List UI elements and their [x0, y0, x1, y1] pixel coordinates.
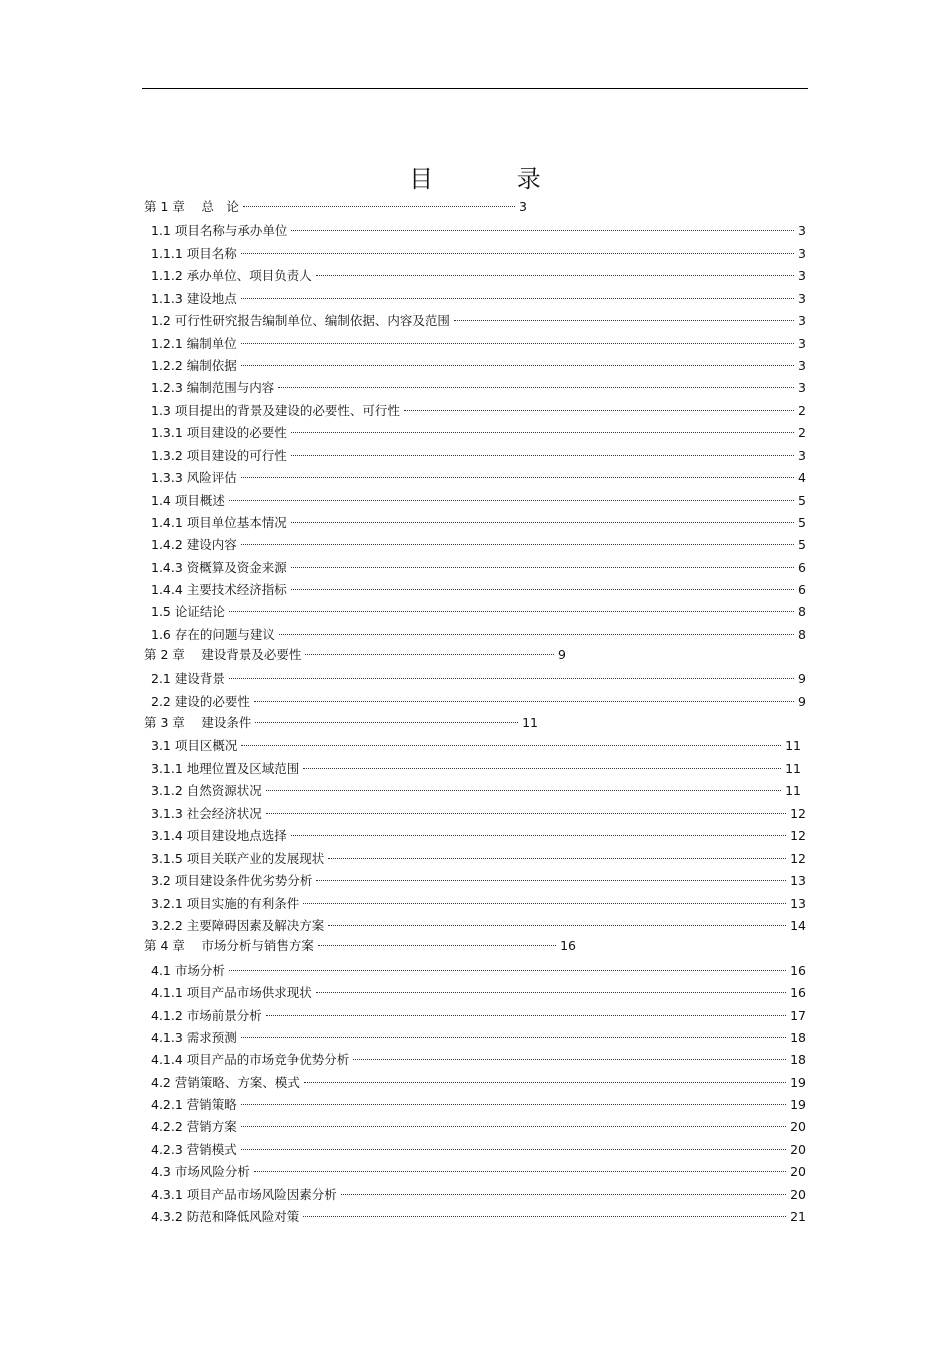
- toc-page-number: 11: [785, 783, 801, 798]
- toc-dot-leader: [279, 621, 794, 639]
- toc-dot-leader: [241, 1024, 786, 1042]
- toc-dot-leader: [241, 240, 794, 258]
- toc-page-number: 2: [798, 403, 806, 418]
- toc-section-entry[interactable]: [151, 531, 806, 552]
- toc-page-number: 8: [798, 627, 806, 642]
- toc-page-number: 5: [798, 515, 806, 530]
- toc-section-entry[interactable]: [151, 487, 806, 508]
- toc-dot-leader: [328, 845, 786, 863]
- page-title: 目 录: [409, 165, 579, 193]
- toc-page-number: 18: [790, 1030, 806, 1045]
- toc-section-entry[interactable]: [151, 800, 806, 821]
- toc-page-number: 3: [798, 268, 806, 283]
- toc-dot-leader: [241, 285, 794, 303]
- toc-page-number: 13: [790, 896, 806, 911]
- toc-dot-leader: [229, 665, 794, 683]
- toc-dot-leader: [278, 374, 794, 392]
- toc-entry-label: 1.3.3 风险评估: [151, 470, 237, 485]
- toc-dot-leader: [266, 1002, 786, 1020]
- toc-page-number: 13: [790, 873, 806, 888]
- toc-entry-label: 第 3 章 建设条件: [144, 715, 252, 730]
- toc-section-entry[interactable]: [151, 374, 806, 395]
- toc-entry-label: 3.2.1 项目实施的有利条件: [151, 896, 300, 911]
- toc-entry-label: 1.1.1 项目名称: [151, 246, 237, 261]
- toc-page-number: 20: [790, 1187, 806, 1202]
- toc-section-entry[interactable]: [151, 1136, 806, 1157]
- toc-page-number: 8: [798, 604, 806, 619]
- toc-page-number: 11: [785, 761, 801, 776]
- toc-dot-leader: [241, 330, 794, 348]
- toc-dot-leader: [241, 732, 781, 750]
- toc-entry-label: 1.2.3 编制范围与内容: [151, 380, 275, 395]
- toc-section-entry[interactable]: [151, 845, 806, 866]
- toc-entry-label: 4.1.2 市场前景分析: [151, 1008, 262, 1023]
- toc-section-entry[interactable]: [151, 419, 806, 440]
- toc-page-number: 6: [798, 582, 806, 597]
- toc-section-entry[interactable]: [151, 240, 806, 261]
- toc-page-number: 5: [798, 493, 806, 508]
- toc-section-entry[interactable]: [151, 598, 806, 619]
- toc-dot-leader: [303, 1203, 786, 1221]
- toc-dot-leader: [291, 442, 794, 460]
- toc-section-entry[interactable]: [151, 576, 806, 597]
- toc-section-entry[interactable]: [151, 732, 801, 753]
- toc-dot-leader: [316, 979, 786, 997]
- toc-section-entry[interactable]: [151, 777, 801, 798]
- toc-entry-label: 1.2.2 编制依据: [151, 358, 237, 373]
- toc-entry-label: 1.4.1 项目单位基本情况: [151, 515, 287, 530]
- toc-dot-leader: [316, 867, 786, 885]
- toc-entry-label: 1.1 项目名称与承办单位: [151, 223, 288, 238]
- toc-chapter-entry[interactable]: [144, 193, 527, 214]
- toc-section-entry[interactable]: [151, 665, 806, 686]
- toc-entry-label: 3.1.1 地理位置及区域范围: [151, 761, 300, 776]
- toc-section-entry[interactable]: [151, 1002, 806, 1023]
- toc-dot-leader: [255, 709, 518, 727]
- toc-page-number: 3: [798, 313, 806, 328]
- toc-section-entry[interactable]: [151, 957, 806, 978]
- toc-page-number: 12: [790, 806, 806, 821]
- toc-dot-leader: [229, 957, 786, 975]
- toc-dot-leader: [241, 352, 794, 370]
- toc-section-entry[interactable]: [151, 330, 806, 351]
- toc-chapter-entry[interactable]: [144, 709, 538, 730]
- toc-entry-label: 4.2 营销策略、方案、模式: [151, 1075, 300, 1090]
- toc-entry-label: 1.4.3 资概算及资金来源: [151, 560, 287, 575]
- toc-entry-label: 3.1 项目区概况: [151, 738, 238, 753]
- toc-dot-leader: [266, 800, 786, 818]
- toc-section-entry[interactable]: [151, 442, 806, 463]
- toc-entry-label: 4.3.1 项目产品市场风险因素分析: [151, 1187, 337, 1202]
- toc-section-entry[interactable]: [151, 1069, 806, 1090]
- toc-section-entry[interactable]: [151, 1091, 806, 1112]
- toc-chapter-entry[interactable]: [144, 932, 576, 953]
- toc-dot-leader: [291, 509, 794, 527]
- toc-dot-leader: [291, 419, 794, 437]
- toc-page-number: 6: [798, 560, 806, 575]
- toc-dot-leader: [254, 688, 794, 706]
- toc-dot-leader: [353, 1046, 786, 1064]
- toc-section-entry[interactable]: [151, 285, 806, 306]
- toc-chapter-entry[interactable]: [144, 641, 566, 662]
- toc-page-number: 11: [785, 738, 801, 753]
- toc-entry-label: 1.4.4 主要技术经济指标: [151, 582, 287, 597]
- toc-dot-leader: [266, 777, 781, 795]
- toc-dot-leader: [241, 1113, 786, 1131]
- toc-entry-label: 3.1.5 项目关联产业的发展现状: [151, 851, 325, 866]
- toc-page-number: 3: [798, 380, 806, 395]
- toc-entry-label: 第 4 章 市场分析与销售方案: [144, 938, 314, 953]
- toc-dot-leader: [291, 576, 794, 594]
- toc-page-number: 3: [798, 291, 806, 306]
- toc-page-number: 9: [798, 671, 806, 686]
- toc-entry-label: 1.2.1 编制单位: [151, 336, 237, 351]
- toc-page-number: 3: [519, 199, 527, 214]
- toc-page-number: 17: [790, 1008, 806, 1023]
- toc-entry-label: 2.1 建设背景: [151, 671, 225, 686]
- toc-section-entry[interactable]: [151, 890, 806, 911]
- toc-entry-label: 1.3.2 项目建设的可行性: [151, 448, 287, 463]
- toc-section-entry[interactable]: [151, 352, 806, 373]
- toc-dot-leader: [291, 822, 786, 840]
- toc-page-number: 9: [558, 647, 566, 662]
- toc-page-number: 19: [790, 1075, 806, 1090]
- toc-dot-leader: [241, 531, 794, 549]
- toc-entry-label: 1.4.2 建设内容: [151, 537, 237, 552]
- toc-page-number: 18: [790, 1052, 806, 1067]
- toc-entry-label: 4.2.3 营销模式: [151, 1142, 237, 1157]
- toc-entry-label: 1.2 可行性研究报告编制单位、编制依据、内容及范围: [151, 313, 450, 328]
- toc-section-entry[interactable]: [151, 912, 806, 933]
- toc-section-entry[interactable]: [151, 1203, 806, 1224]
- toc-dot-leader: [241, 464, 794, 482]
- toc-entry-label: 3.1.4 项目建设地点选择: [151, 828, 287, 843]
- toc-section-entry[interactable]: [151, 509, 806, 530]
- toc-entry-label: 1.3.1 项目建设的必要性: [151, 425, 287, 440]
- toc-entry-label: 1.1.2 承办单位、项目负责人: [151, 268, 312, 283]
- toc-dot-leader: [318, 932, 556, 950]
- toc-page-number: 16: [560, 938, 576, 953]
- toc-entry-label: 1.3 项目提出的背景及建设的必要性、可行性: [151, 403, 400, 418]
- toc-section-entry[interactable]: [151, 755, 801, 776]
- toc-page-number: 2: [798, 425, 806, 440]
- toc-section-entry[interactable]: [151, 1046, 806, 1067]
- toc-dot-leader: [291, 217, 794, 235]
- toc-entry-label: 3.2 项目建设条件优劣势分析: [151, 873, 313, 888]
- toc-dot-leader: [305, 641, 554, 659]
- toc-page-number: 20: [790, 1142, 806, 1157]
- toc-page-number: 20: [790, 1119, 806, 1134]
- toc-section-entry[interactable]: [151, 621, 806, 642]
- toc-entry-label: 4.1.3 需求预测: [151, 1030, 237, 1045]
- toc-dot-leader: [316, 262, 794, 280]
- toc-entry-label: 4.3 市场风险分析: [151, 1164, 250, 1179]
- toc-dot-leader: [243, 193, 515, 211]
- toc-page-number: 4: [798, 470, 806, 485]
- toc-dot-leader: [304, 1069, 786, 1087]
- toc-entry-label: 1.6 存在的问题与建议: [151, 627, 275, 642]
- toc-section-entry[interactable]: [151, 688, 806, 709]
- toc-page-number: 9: [798, 694, 806, 709]
- toc-section-entry[interactable]: [151, 979, 806, 1000]
- toc-section-entry[interactable]: [151, 867, 806, 888]
- toc-entry-label: 第 2 章 建设背景及必要性: [144, 647, 302, 662]
- toc-page-number: 21: [790, 1209, 806, 1224]
- toc-entry-label: 3.1.2 自然资源状况: [151, 783, 262, 798]
- toc-dot-leader: [229, 487, 794, 505]
- toc-page-number: 14: [790, 918, 806, 933]
- toc-page-number: 3: [798, 448, 806, 463]
- toc-section-entry[interactable]: [151, 262, 806, 283]
- toc-entry-label: 4.1.4 项目产品的市场竞争优势分析: [151, 1052, 350, 1067]
- toc-page-number: 20: [790, 1164, 806, 1179]
- toc-entry-label: 4.2.2 营销方案: [151, 1119, 237, 1134]
- toc-dot-leader: [254, 1158, 786, 1176]
- toc-dot-leader: [291, 554, 794, 572]
- toc-dot-leader: [404, 397, 794, 415]
- toc-entry-label: 4.1 市场分析: [151, 963, 225, 978]
- toc-entry-label: 4.2.1 营销策略: [151, 1097, 237, 1112]
- toc-dot-leader: [454, 307, 794, 325]
- toc-page-number: 16: [790, 985, 806, 1000]
- toc-entry-label: 4.3.2 防范和降低风险对策: [151, 1209, 300, 1224]
- toc-page-number: 3: [798, 246, 806, 261]
- toc-section-entry[interactable]: [151, 822, 806, 843]
- toc-section-entry[interactable]: [151, 464, 806, 485]
- toc-dot-leader: [303, 755, 781, 773]
- toc-page-number: 5: [798, 537, 806, 552]
- toc-page-number: 19: [790, 1097, 806, 1112]
- toc-section-entry[interactable]: [151, 1158, 806, 1179]
- toc-section-entry[interactable]: [151, 397, 806, 418]
- toc-entry-label: 4.1.1 项目产品市场供求现状: [151, 985, 312, 1000]
- toc-page-number: 16: [790, 963, 806, 978]
- toc-page-number: 3: [798, 223, 806, 238]
- toc-dot-leader: [341, 1181, 786, 1199]
- toc-entry-label: 第 1 章 总 论: [144, 199, 239, 214]
- toc-entry-label: 3.1.3 社会经济状况: [151, 806, 262, 821]
- toc-dot-leader: [303, 890, 786, 908]
- toc-dot-leader: [328, 912, 786, 930]
- toc-entry-label: 3.2.2 主要障碍因素及解决方案: [151, 918, 325, 933]
- toc-section-entry[interactable]: [151, 217, 806, 238]
- toc-entry-label: 2.2 建设的必要性: [151, 694, 250, 709]
- toc-entry-label: 1.5 论证结论: [151, 604, 225, 619]
- toc-page-number: 11: [522, 715, 538, 730]
- toc-page-number: 12: [790, 828, 806, 843]
- toc-section-entry[interactable]: [151, 307, 806, 328]
- toc-dot-leader: [241, 1136, 786, 1154]
- toc-dot-leader: [241, 1091, 786, 1109]
- toc-dot-leader: [229, 598, 794, 616]
- toc-entry-label: 1.4 项目概述: [151, 493, 225, 508]
- toc-entry-label: 1.1.3 建设地点: [151, 291, 237, 306]
- toc-section-entry[interactable]: [151, 1181, 806, 1202]
- toc-page-number: 12: [790, 851, 806, 866]
- toc-section-entry[interactable]: [151, 1113, 806, 1134]
- toc-section-entry[interactable]: [151, 554, 806, 575]
- toc-section-entry[interactable]: [151, 1024, 806, 1045]
- toc-page-number: 3: [798, 336, 806, 351]
- toc-page-number: 3: [798, 358, 806, 373]
